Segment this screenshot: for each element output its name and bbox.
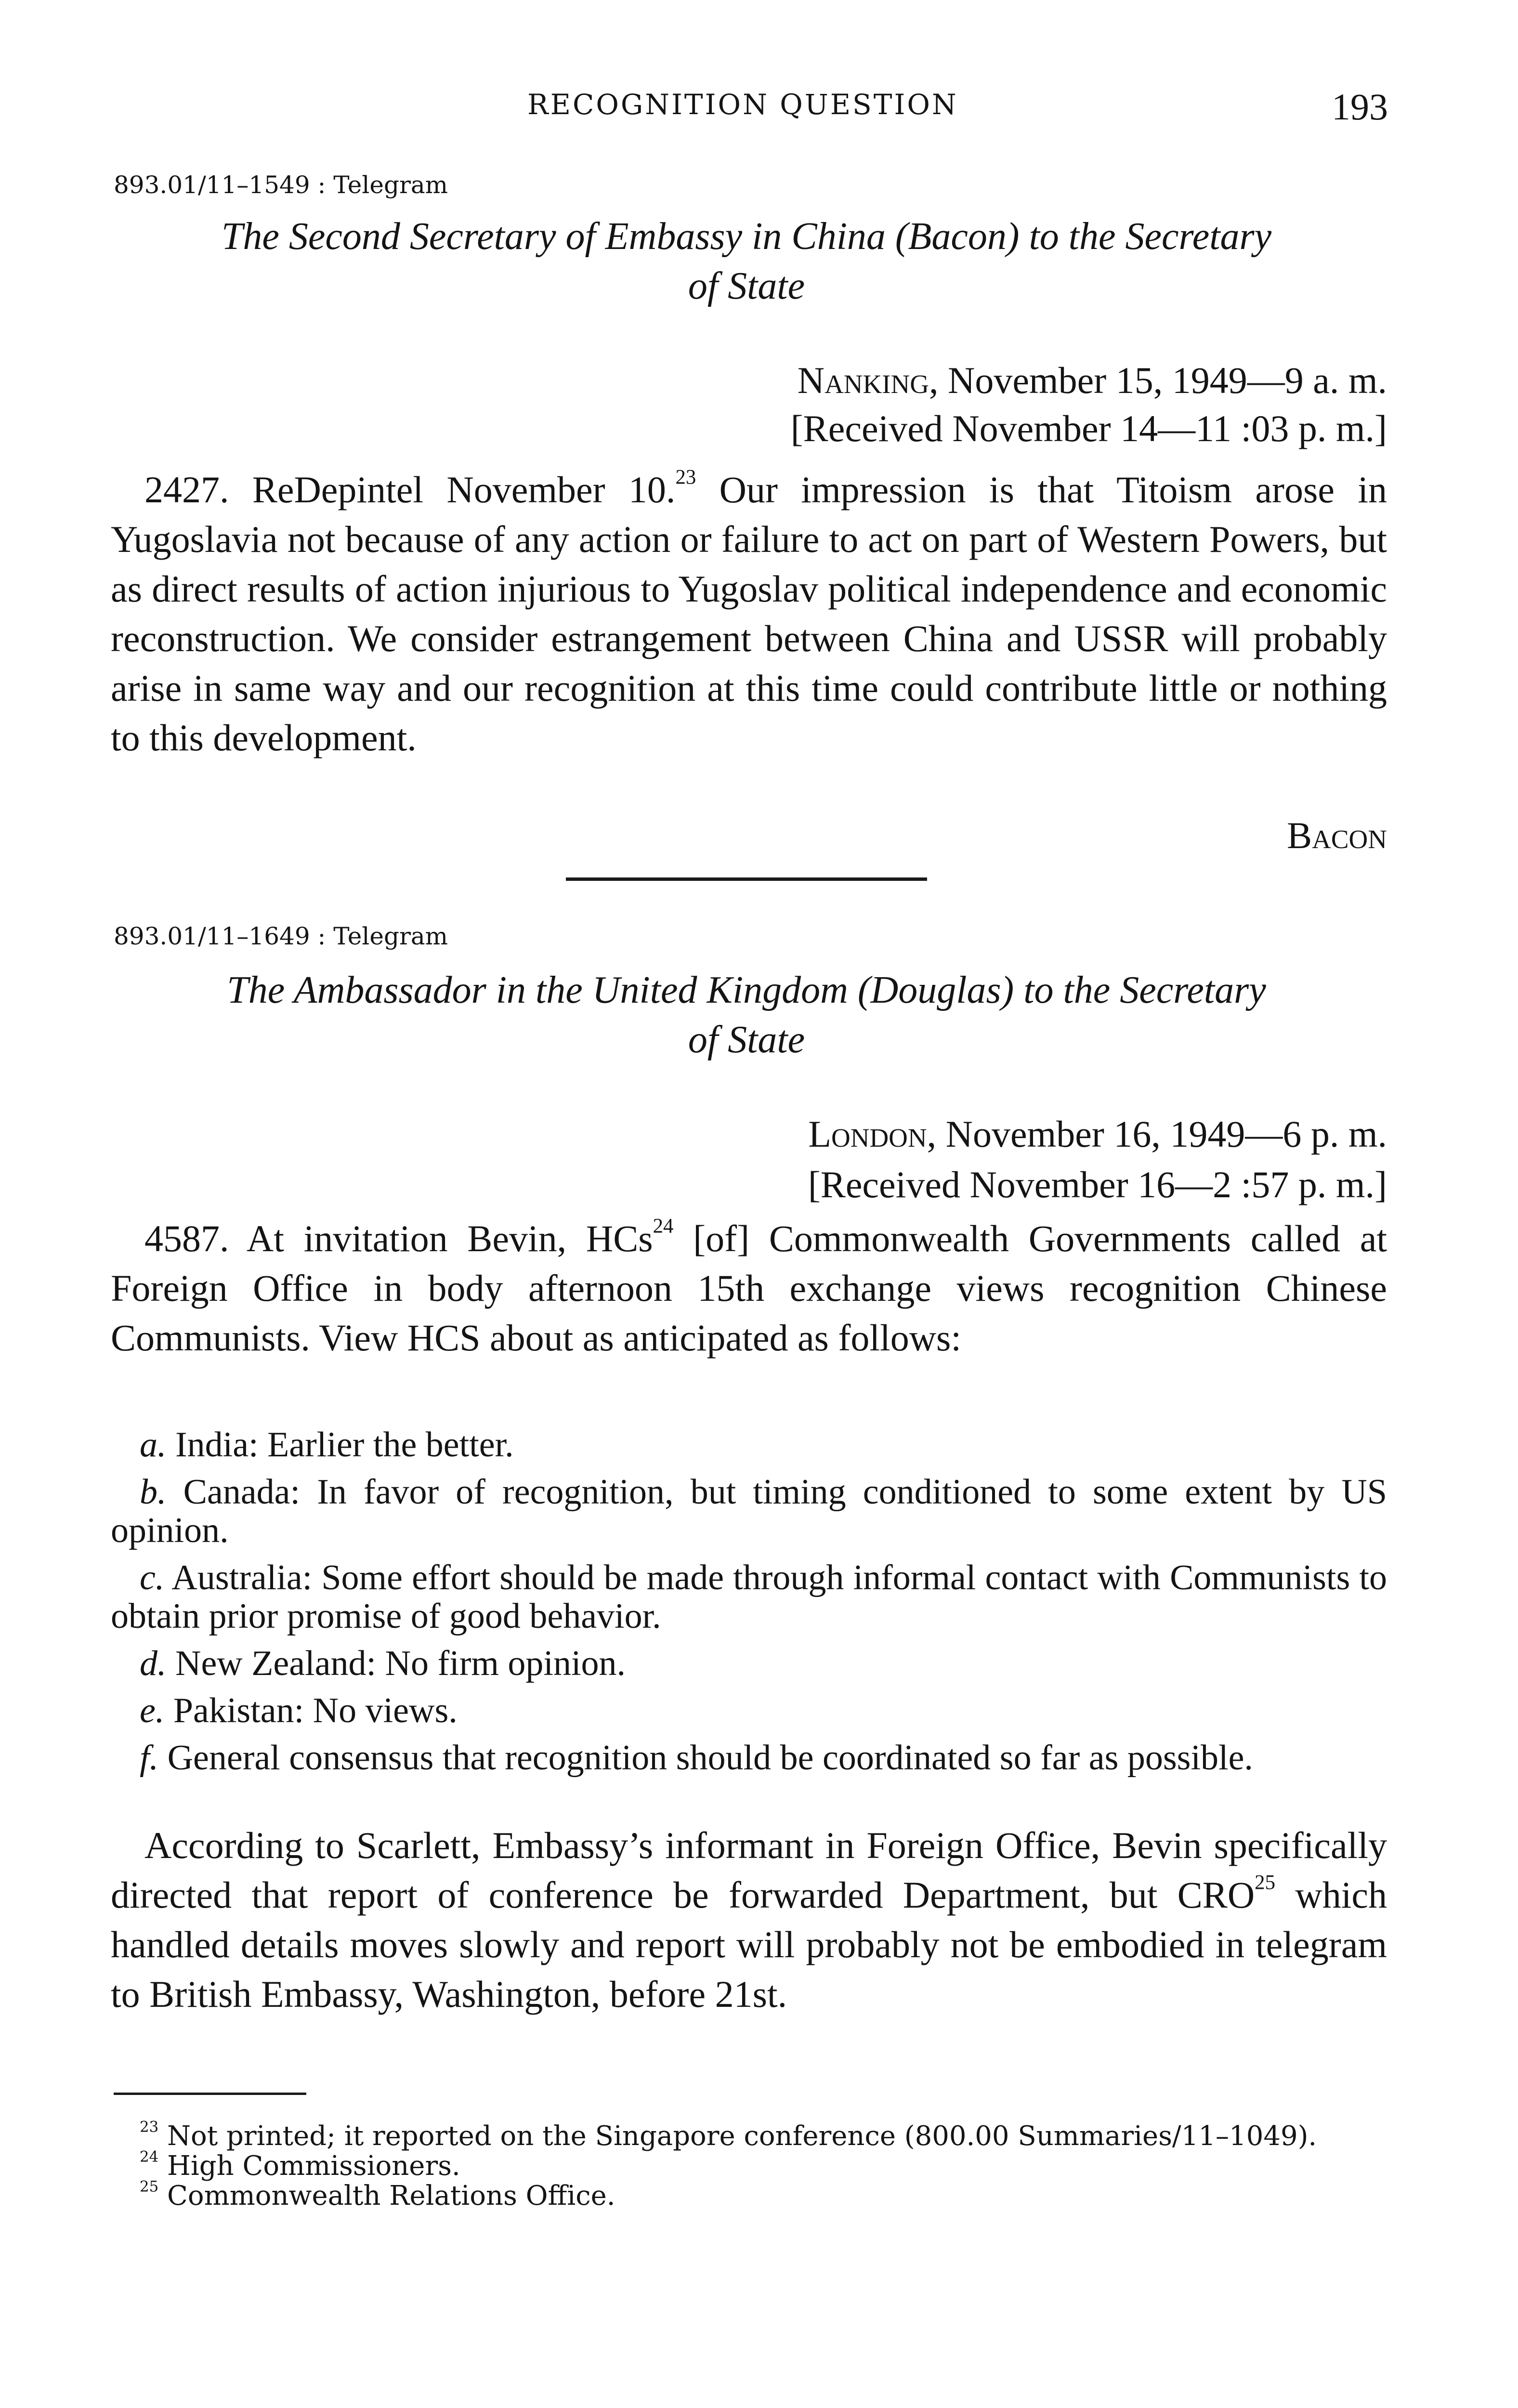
closing-paragraph-text-end: which handled details moves slowly and report will probably not be embodied in telegram to British Embassy, Washington, before 21st. [111,1874,1387,2015]
footnote-25: $^{25}$ Commonwealth Relations Office. [140,2178,615,2212]
footnote-ref-23: 23 [675,466,696,489]
file-reference-2: 893.01/11–1649 : Telegram [114,922,448,950]
closing-paragraph-text: According to Scarlett, Embassy’s informant in Foreign Office, Bevin specifically directed that report of conference be forwarded Department, but CRO [111,1824,1387,1916]
telegram-body-2-opening: 4587. At invitation Bevin, HCs [144,1217,653,1259]
file-reference-1: 893.01/11–1549 : Telegram [114,171,448,199]
list-item: e. Pakistan: No views. [140,1691,458,1730]
footnote-24: $^{24}$ High Commissioners. [140,2148,460,2182]
list-item: b. Canada: In favor of recognition, but timing conditioned to some extent by US opinion. [111,1472,1387,1550]
footnote-rule [114,2093,306,2095]
document-title-1 [108,212,1385,311]
document-title-2-line2: of State [688,1019,805,1061]
dateline-1-date: November 15, 1949—9 a. m. [938,359,1387,401]
received-2: [Received November 16—2 :57 p. m.] [808,1164,1387,1205]
telegram-body-2 [111,1214,1387,1362]
telegram-body-2-text: [of] Commonwealth Governments called at Foreign Office in body afternoon 15th exchange views recognition Chinese Communists. View HCS about as anticipated as follows: [111,1217,1387,1359]
page-number: 193 [1332,86,1388,128]
list-item: a. India: Earlier the better. [140,1425,514,1465]
footnote-23: $^{23}$ Not printed; it reported on the Singapore conference (800.00 Summaries/11–1049). [140,2118,1317,2152]
signature-1: Bacon [1287,814,1387,856]
closing-paragraph [111,1820,1387,2019]
country-views-list [111,1426,1387,1786]
list-item: f. General consensus that recognition should be coordinated so far as possible. [140,1738,1253,1778]
dateline-2-date: November 16, 1949—6 p. m. [936,1113,1387,1155]
running-title: RECOGNITION QUESTION [527,88,958,121]
list-item: d. New Zealand: No firm opinion. [140,1644,626,1683]
running-head [0,88,1518,127]
received-1: [Received November 14—11 :03 p. m.] [790,407,1387,449]
dateline-2 [808,1112,1387,1156]
dateline-2-place: London, [808,1113,937,1155]
document-title-2-line1: The Ambassador in the United Kingdom (Douglas) to the Secretary [227,969,1266,1011]
document-title-1-line2: of State [688,265,805,307]
footnote-ref-25: 25 [1255,1871,1276,1894]
footnotes [111,2118,1382,2212]
document-title-2 [108,966,1385,1065]
dateline-1-place: Nanking, [797,359,939,401]
document-title-1-line1: The Second Secretary of Embassy in China (Bacon) to the Secretary [221,215,1272,258]
list-item: c. Australia: Some effort should be made through informal contact with Communists to obtain prior promise of good behavior. [111,1558,1387,1636]
telegram-body-1 [111,465,1387,762]
dateline-1 [798,359,1387,402]
section-divider [566,877,927,881]
telegram-body-1-text: Our impression is that Titoism arose in Yugoslavia not because of any action or failure to act on part of Western Powers, but as direct results of action injurious to Yugoslav political independence and economic reconstruction. We consider estrangement between China and USSR will probably arise in same way and our recognition at this time could contribute little or nothing to this development. [111,469,1387,759]
telegram-body-1-opening: 2427. ReDepintel November 10. [144,469,676,510]
footnote-ref-24: 24 [653,1215,674,1238]
